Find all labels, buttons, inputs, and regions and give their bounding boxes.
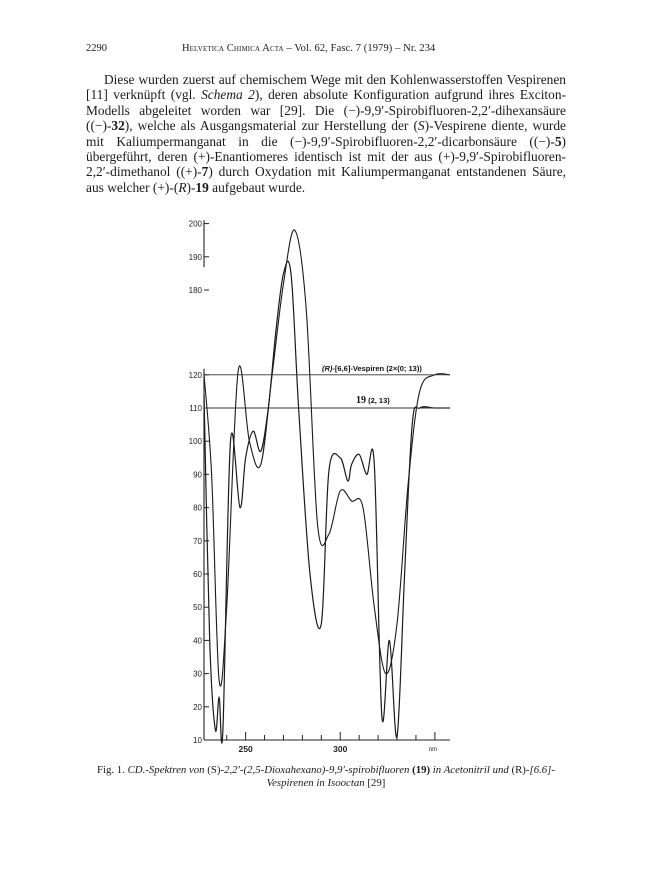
chart-lines	[204, 230, 450, 743]
issue-info: – Vol. 62, Fasc. 7 (1979) – Nr. 234	[283, 43, 436, 54]
text-run: aufgebaut wurde.	[208, 179, 306, 195]
caption-text: -[6.6]-	[525, 764, 555, 776]
caption-text: -2,2′-(2,5-Dioxahexano)-9,9′-spirobifluoren	[220, 764, 413, 776]
y-tick-label: 10	[193, 736, 202, 745]
series-annotation	[356, 395, 390, 406]
x-axis-unit: nm	[428, 747, 438, 753]
schema-ref: Schema 2	[201, 87, 255, 103]
y-tick-label: 20	[193, 702, 202, 712]
paragraph-text	[86, 72, 566, 195]
text-run: Diese wurden zuerst auf chemischem Wege mit den Kohlenwasserstoffen Vespirenen [11] verknüpft (vgl.	[86, 72, 566, 103]
y-tick-label: 60	[193, 570, 202, 579]
y-tick-label: 110	[189, 404, 202, 413]
caption-text: CD.-Spektren von	[124, 764, 208, 776]
text-run: ) übergeführt, deren (+)-Enantiomeres identisch ist mit der aus (+)-9,9′-Spirobifluoren-2,2′-dimethanol ((+)-	[86, 133, 566, 180]
annotation-compound: 19	[356, 395, 366, 406]
journal-name: Helvetica Chimica Acta	[182, 43, 284, 54]
annotation-text: -[6,6]-Vespiren (2×(0; 13))	[332, 363, 422, 373]
cd-chart	[150, 210, 490, 770]
y-tick-label: 200	[188, 219, 202, 229]
y-tick-label: 40	[193, 636, 202, 646]
series-line-2	[204, 261, 450, 743]
y-tick-label: 180	[188, 286, 202, 295]
series-line-1	[204, 230, 450, 686]
text-run: )-Vespirene diente, wurde mit Kaliumpermanganat in die (−)-9,9′-Spirobifluoren-2,2′-dicarbonsäure ((−)-	[86, 118, 566, 149]
y-tick-label: 100	[188, 437, 202, 447]
cd-spectra-figure	[150, 210, 490, 770]
y-tick-label: 90	[193, 470, 202, 480]
compound-ref: 19	[195, 179, 209, 195]
page-number: 2290	[86, 43, 107, 54]
y-tick-label: 70	[193, 536, 202, 546]
compound-ref: 7	[201, 164, 209, 180]
body-paragraph	[86, 72, 566, 195]
compound-ref: 5	[554, 133, 562, 149]
figure-label: Fig. 1.	[97, 764, 125, 776]
series-annotation	[322, 364, 422, 373]
journal-citation	[182, 43, 435, 54]
chart-axes	[189, 220, 450, 754]
y-tick-label: 80	[193, 503, 202, 513]
stereo-descriptor: S	[417, 118, 425, 134]
annotation-text: (2, 13)	[366, 396, 390, 405]
reference: [29]	[364, 777, 386, 789]
text-run: )-	[186, 179, 196, 195]
caption-text: in Acetonitril und	[430, 764, 512, 776]
stereo-descriptor: (S)	[207, 764, 221, 776]
text-run: ), welche als Ausgangsmaterial zur Herstellung der (	[124, 118, 418, 134]
x-tick-label: 300	[333, 744, 348, 754]
figure-caption	[86, 764, 566, 790]
y-tick-label: 30	[193, 669, 202, 679]
annotation-prefix: (R)	[322, 363, 333, 373]
y-tick-label: 120	[188, 370, 202, 380]
compound-ref: 32	[111, 118, 125, 134]
compound-ref: (19)	[412, 764, 431, 776]
y-tick-label: 50	[193, 603, 202, 613]
stereo-descriptor: (R)	[511, 764, 526, 776]
stereo-descriptor: R	[178, 179, 187, 195]
text-run: ) durch Oxydation mit Kaliumpermanganat entstandenen Säure, aus welcher (+)-(	[86, 164, 566, 195]
text-run: ), deren absolute Konfiguration aufgrund ihres Exciton-Modells abgeleitet worden war [29]. Die (−)-9,9′-Spirobifluoren-2,2′-dihexansäure ((−)-	[86, 87, 566, 134]
x-tick-label: 250	[238, 744, 253, 754]
caption-text: Vespirenen in Isooctan	[266, 777, 365, 789]
y-tick-label: 190	[188, 252, 202, 262]
